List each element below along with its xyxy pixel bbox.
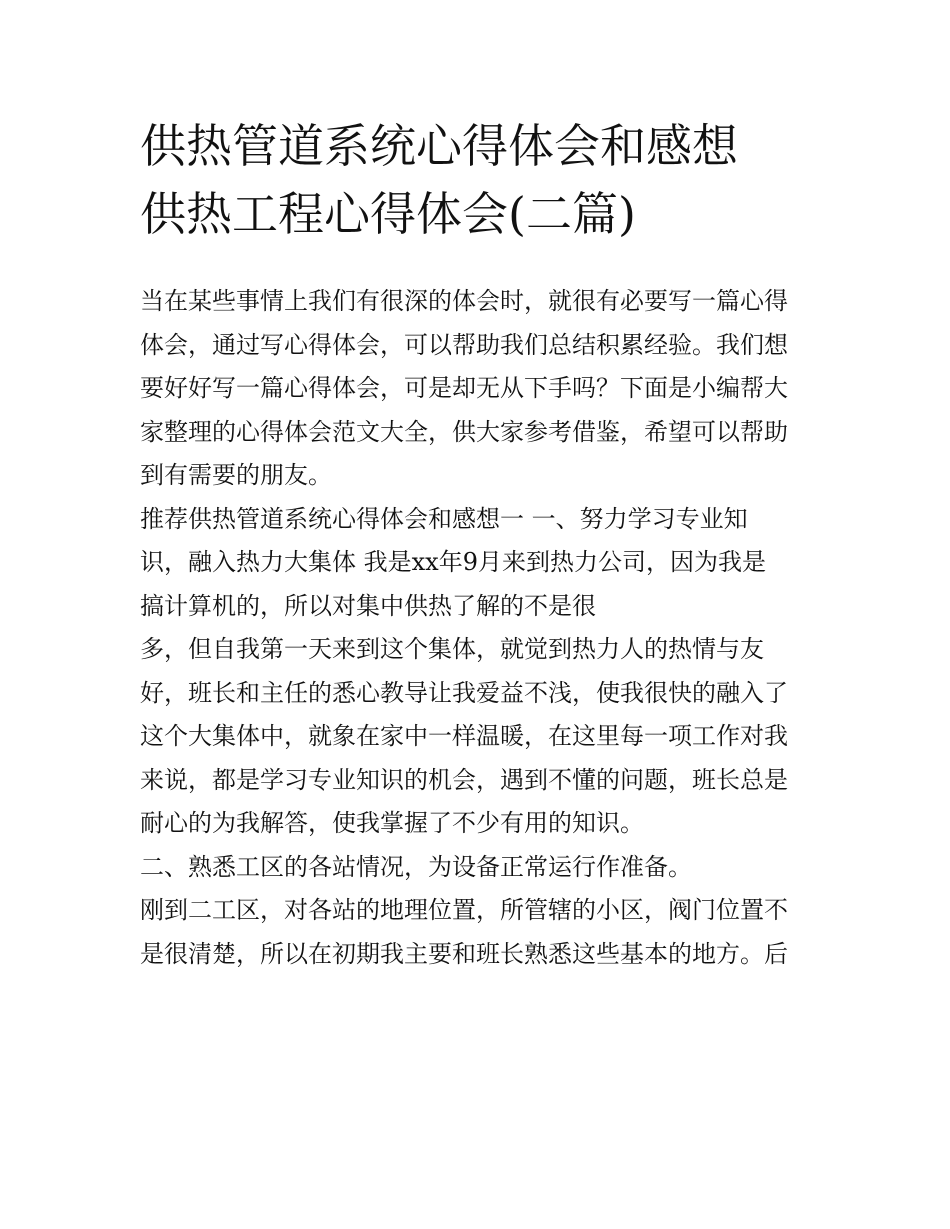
document-body	[140, 280, 820, 976]
body-line: 刚到二工区，对各站的地理位置，所管辖的小区，阀门位置不	[140, 896, 788, 924]
body-line: 这个大集体中，就象在家中一样温暖，在这里每一项工作对我	[140, 722, 788, 750]
body-line: 当在某些事情上我们有很深的体会时，就很有必要写一篇心得	[140, 287, 788, 315]
body-line: 识，融入热力大集体 我是xx年9月来到热力公司，因为我是	[140, 548, 766, 576]
body-line: 到有需要的朋友。	[140, 461, 332, 489]
body-line: 多，但自我第一天来到这个集体，就觉到热力人的热情与友	[140, 635, 764, 663]
body-line: 是很清楚，所以在初期我主要和班长熟悉这些基本的地方。后	[140, 939, 788, 968]
body-line: 好，班长和主任的悉心教导让我爱益不浅，使我很快的融入了	[140, 678, 788, 707]
document-title	[140, 112, 840, 248]
title-line-2: 供热工程心得体会(二篇)	[140, 187, 636, 241]
body-line: 要好好写一篇心得体会，可是却无从下手吗？下面是小编帮大	[140, 374, 788, 402]
title-line-1: 供热管道系统心得体会和感想	[140, 119, 738, 173]
body-line: 来说，都是学习专业知识的机会，遇到不懂的问题，班长总是	[140, 765, 788, 794]
body-line: 二、熟悉工区的各站情况，为设备正常运行作准备。	[140, 852, 692, 881]
body-line: 家整理的心得体会范文大全，供大家参考借鉴，希望可以帮助	[140, 417, 788, 446]
body-line: 体会，通过写心得体会，可以帮助我们总结积累经验。我们想	[140, 330, 788, 359]
body-line: 推荐供热管道系统心得体会和感想一 一、努力学习专业知	[140, 504, 748, 533]
body-line: 耐心的为我解答，使我掌握了不少有用的知识。	[140, 809, 644, 837]
body-line: 搞计算机的，所以对集中供热了解的不是很	[140, 591, 596, 620]
